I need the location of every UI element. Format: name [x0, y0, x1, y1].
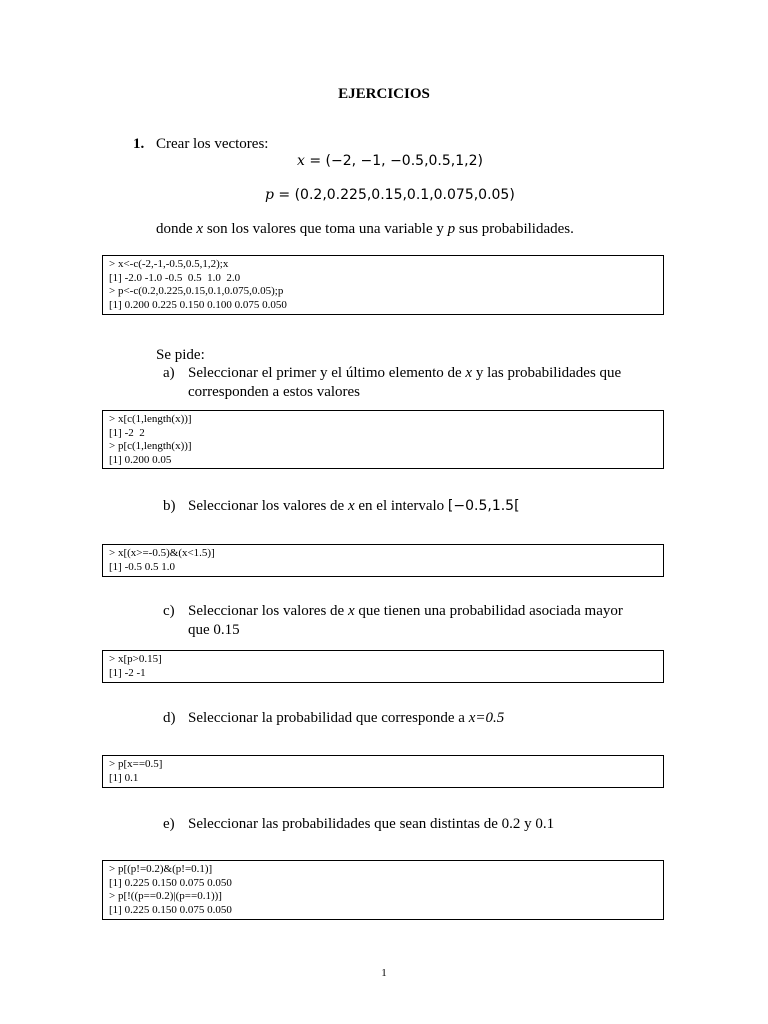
exercise-number: 1. — [133, 136, 145, 152]
item-b-text-b: en el intervalo — [354, 498, 448, 514]
item-e-letter: e) — [163, 816, 175, 832]
item-a-line2: corresponden a estos valores — [188, 384, 361, 400]
equation-p-rhs: = (0.2,0.225,0.15,0.1,0.075,0.05) — [273, 187, 515, 203]
code-line: [1] -0.5 0.5 1.0 — [109, 560, 175, 573]
item-d-text-a: Seleccionar la probabilidad que corresponde a — [188, 710, 469, 726]
code-line: > x[(x>=-0.5)&(x<1.5)] — [109, 547, 215, 559]
code-line: [1] 0.1 — [109, 771, 139, 784]
description-x: x — [196, 221, 204, 237]
code-line: [1] -2 -1 — [109, 666, 146, 679]
item-e-text: Seleccionar las probabilidades que sean distintas de 0.2 y 0.1 — [188, 816, 555, 832]
code-block-e — [102, 860, 664, 920]
equation-x-var: x — [297, 153, 305, 169]
item-b-interval: [−0.5,1.5[ — [447, 498, 520, 514]
exercise-description — [156, 221, 574, 238]
item-c-text-b: que tienen una probabilidad asociada mayor — [354, 603, 623, 619]
code-line: [1] 0.200 0.225 0.150 0.100 0.075 0.050 — [109, 298, 287, 311]
code-line: [1] 0.225 0.150 0.075 0.050 — [109, 903, 232, 916]
item-a-letter: a) — [163, 365, 175, 381]
item-b-text — [188, 498, 520, 515]
code-line: > x[p>0.15] — [109, 653, 162, 665]
code-line: [1] -2.0 -1.0 -0.5 0.5 1.0 2.0 — [109, 271, 241, 284]
item-a-text-a: Seleccionar el primer y el último elemento de — [188, 365, 466, 381]
item-a-text-b: y las probabilidades que — [472, 365, 622, 381]
code-line: > p<-c(0.2,0.225,0.15,0.1,0.075,0.05);p — [109, 285, 284, 297]
exercise-intro: Crear los vectores: — [156, 136, 269, 152]
item-b-x: x — [347, 498, 355, 514]
item-a-line1 — [188, 365, 621, 382]
item-d-expr: x=0.5 — [468, 710, 505, 726]
equation-x-rhs: = (−2, −1, −0.5,0.5,1,2) — [304, 153, 483, 169]
se-pide-label: Se pide: — [156, 347, 205, 363]
page-number: 1 — [381, 967, 387, 979]
code-line: > p[c(1,length(x))] — [109, 440, 192, 452]
item-c-line1 — [188, 603, 623, 620]
code-block-c — [102, 650, 664, 683]
code-block-a — [102, 410, 664, 469]
equation-p — [265, 187, 515, 203]
item-b-letter: b) — [163, 498, 176, 514]
item-b-text-a: Seleccionar los valores de — [188, 498, 348, 514]
code-block-vectors — [102, 255, 664, 315]
item-c-letter: c) — [163, 603, 175, 619]
item-d-text — [188, 710, 504, 727]
code-line: [1] 0.200 0.05 — [109, 453, 172, 466]
description-part-c: sus probabilidades. — [455, 221, 574, 237]
description-part-b: son los valores que toma una variable y — [203, 221, 448, 237]
page-title: EJERCICIOS — [338, 86, 430, 102]
item-c-x: x — [347, 603, 355, 619]
code-line: > x<-c(-2,-1,-0.5,0.5,1,2);x — [109, 258, 229, 270]
description-p: p — [447, 221, 456, 237]
code-line: [1] -2 2 — [109, 426, 145, 439]
equation-p-var: p — [265, 187, 274, 203]
item-d-letter: d) — [163, 710, 176, 726]
code-line: > p[x==0.5] — [109, 758, 163, 770]
item-c-line2: que 0.15 — [188, 622, 240, 638]
equation-x — [297, 153, 483, 169]
code-line: > p[!((p==0.2)|(p==0.1))] — [109, 890, 222, 902]
description-part-a: donde — [156, 221, 197, 237]
item-c-text-a: Seleccionar los valores de — [188, 603, 348, 619]
code-line: > x[c(1,length(x))] — [109, 413, 192, 425]
code-block-d — [102, 755, 664, 788]
item-a-x: x — [465, 365, 473, 381]
code-line: > p[(p!=0.2)&(p!=0.1)] — [109, 863, 213, 875]
code-line: [1] 0.225 0.150 0.075 0.050 — [109, 876, 232, 889]
code-block-b — [102, 544, 664, 577]
